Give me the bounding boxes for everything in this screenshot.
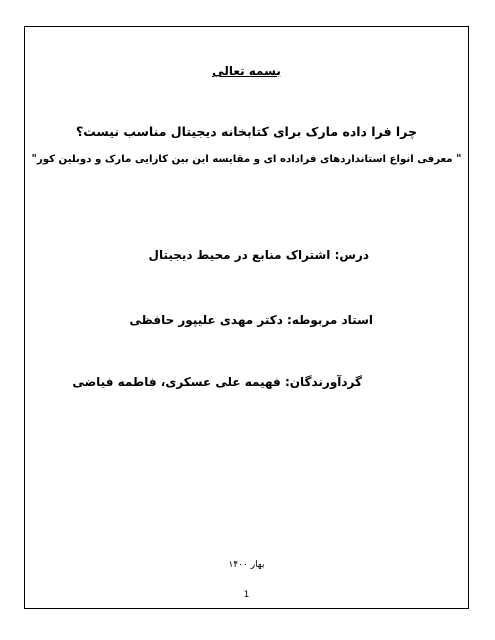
page-number: 1 <box>243 590 250 600</box>
document-date: بهار ۱۴۰۰ <box>228 560 265 570</box>
document-title: چرا فرا داده مارک برای کتابخانه دیجیتال مناسب نیست؟ <box>76 124 417 139</box>
professor-name: استاد مربوطه: دکتر مهدی علیپور حافظی <box>129 313 373 327</box>
authors-names: گردآورندگان: فهیمه علی عسکری، فاطمه فیاضی <box>72 375 362 389</box>
basmala-heading: بسمه تعالی <box>212 64 281 78</box>
course-name: درس: اشتراک منابع در محیط دیجیتال <box>148 248 369 262</box>
document-subtitle: " معرفی انواع استانداردهای فراداده ای و مقایسه این بین کارایی مارک و دوبلین کور" <box>31 154 462 165</box>
